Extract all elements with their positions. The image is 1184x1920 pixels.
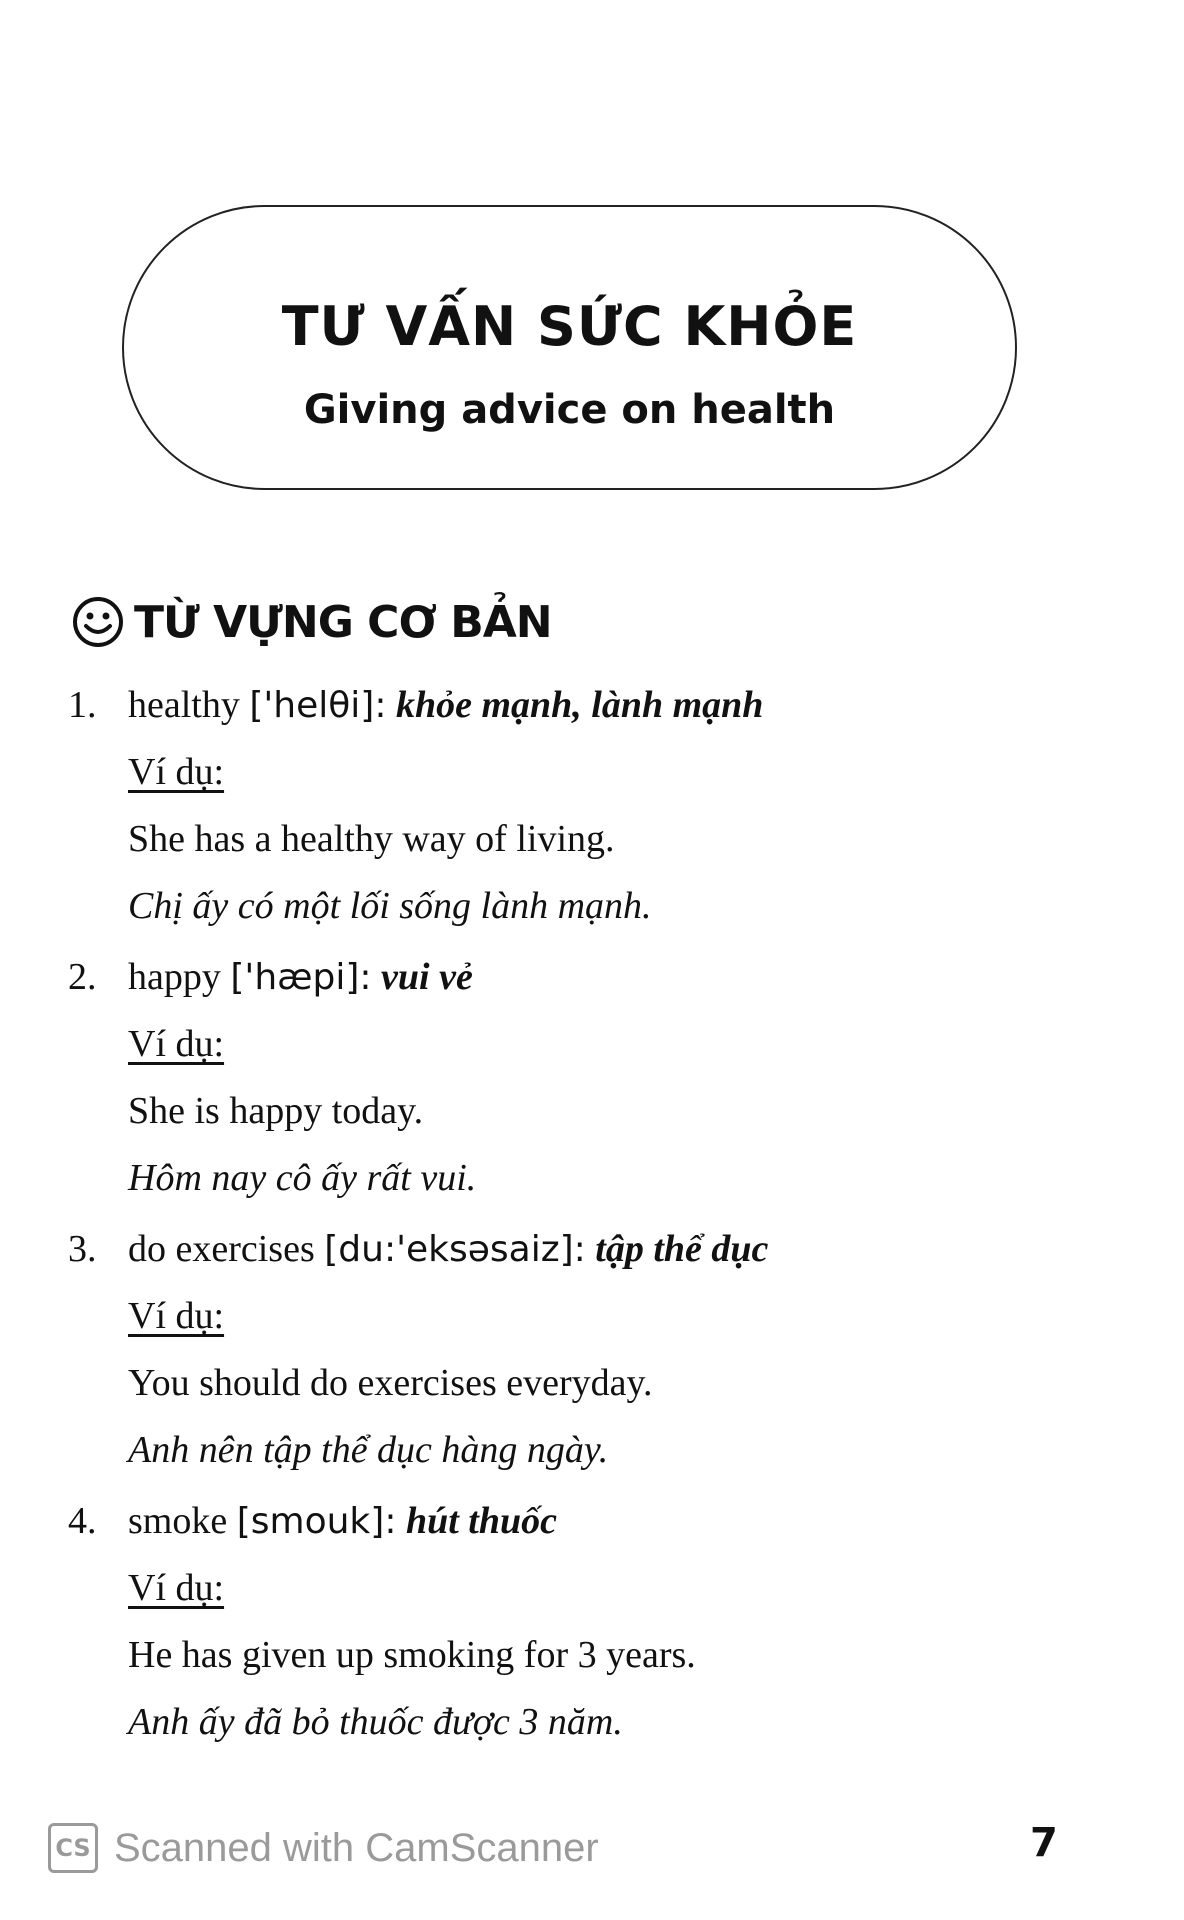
example-label: Ví dụ: [128, 751, 225, 793]
example-english: She is happy today. [128, 1090, 424, 1132]
entry-headword-line [128, 1216, 1120, 1283]
example-label: Ví dụ: [128, 1295, 225, 1337]
entry-ipa: ['helθi]: [249, 685, 387, 726]
page-subtitle: Giving advice on health [303, 387, 836, 433]
entry-word: healthy [128, 684, 240, 726]
entry-word: do exercises [128, 1228, 315, 1270]
list-item [60, 1488, 1120, 1756]
entry-ipa: [smouk]: [236, 1501, 397, 1542]
example-english: She has a healthy way of living. [128, 818, 615, 860]
entry-number: 1. [68, 684, 97, 726]
entry-ipa: ['hæpi]: [230, 957, 372, 998]
section-heading [72, 592, 552, 652]
example-label: Ví dụ: [128, 1023, 225, 1065]
vocabulary-list [60, 672, 1120, 1760]
entry-meaning: vui vẻ [381, 956, 473, 998]
entry-headword-line [128, 1488, 1120, 1555]
entry-ipa: [du:'eksəsaiz]: [324, 1229, 586, 1270]
page-title: TƯ VẤN SỨC KHỎE [281, 295, 858, 358]
entry-number: 4. [68, 1500, 97, 1542]
example-english: You should do exercises everyday. [128, 1362, 653, 1404]
entry-word: smoke [128, 1500, 228, 1542]
entry-word: happy [128, 956, 221, 998]
example-vietnamese: Chị ấy có một lối sống lành mạnh. [128, 885, 652, 927]
list-item [60, 672, 1120, 940]
example-vietnamese: Hôm nay cô ấy rất vui. [128, 1157, 477, 1199]
section-title: TỪ VỰNG CƠ BẢN [134, 596, 552, 648]
entry-number: 3. [68, 1228, 97, 1270]
camscanner-logo-icon: CS [48, 1823, 98, 1873]
example-label: Ví dụ: [128, 1567, 225, 1609]
entry-meaning: khỏe mạnh, lành mạnh [395, 684, 764, 726]
title-capsule [122, 205, 1017, 490]
entry-headword-line [128, 944, 1120, 1011]
scanner-watermark [48, 1820, 599, 1876]
entry-meaning: hút thuốc [405, 1500, 557, 1542]
smiley-icon [72, 596, 124, 648]
entry-meaning: tập thể dục [595, 1228, 769, 1270]
scanner-text: Scanned with CamScanner [114, 1825, 599, 1870]
list-item [60, 944, 1120, 1212]
example-english: He has given up smoking for 3 years. [128, 1634, 696, 1676]
example-vietnamese: Anh ấy đã bỏ thuốc được 3 năm. [128, 1701, 623, 1743]
list-item [60, 1216, 1120, 1484]
entry-number: 2. [68, 956, 97, 998]
entry-headword-line [128, 672, 1120, 739]
page-number: 7 [1030, 1820, 1058, 1866]
example-vietnamese: Anh nên tập thể dục hàng ngày. [128, 1429, 609, 1471]
